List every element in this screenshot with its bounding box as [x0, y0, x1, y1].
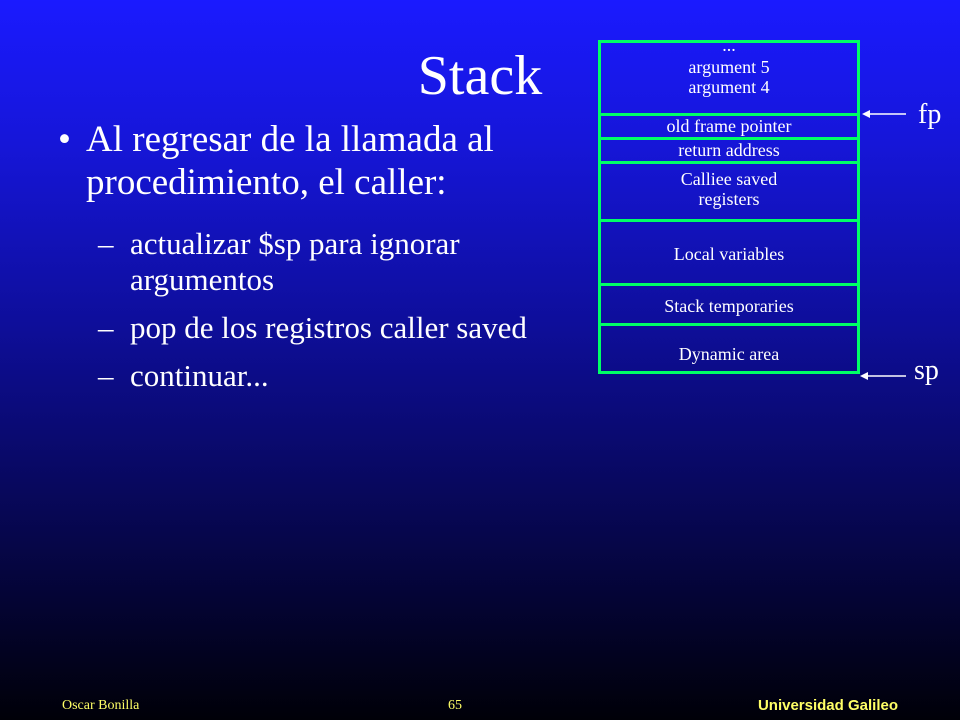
slot-line: Calliee saved [680, 169, 778, 189]
bullet-dot-icon: • [58, 119, 71, 160]
stack-slot-dynamic-area [601, 323, 857, 374]
slide-title: Stack [417, 45, 543, 107]
bullet-item [58, 118, 578, 204]
stack-slot-arguments [601, 35, 857, 107]
footer-institution: Universidad Galileo [757, 697, 898, 714]
footer-author: Oscar Bonilla [62, 698, 140, 713]
slot-line: argument 4 [688, 77, 770, 97]
slot-line: ... [722, 35, 736, 55]
dash-icon: – [98, 226, 114, 261]
sp-label: sp [914, 355, 939, 386]
subitem-text: actualizar $sp para ignorar argumentos [130, 226, 460, 297]
fp-label: fp [918, 99, 942, 130]
slot-line: registers [698, 189, 760, 209]
subitem-list [98, 226, 578, 394]
dash-icon: – [98, 310, 114, 345]
slot-line: Dynamic area [678, 344, 780, 364]
stack-slot-callee-saved [601, 161, 857, 219]
dash-icon: – [98, 358, 114, 393]
footer-page-number: 65 [448, 698, 462, 713]
fp-arrow-icon [860, 104, 910, 124]
slot-line: old frame pointer [666, 116, 792, 136]
subitem [98, 358, 578, 394]
stack-slot-old-frame-pointer [601, 113, 857, 137]
stack-slot-return-address [601, 137, 857, 161]
slot-line: return address [678, 140, 780, 160]
bullet-text: Al regresar de la llamada al procedimiento, el caller: [86, 119, 494, 203]
subitem [98, 310, 578, 346]
slot-line: Stack temporaries [664, 296, 794, 316]
subitem-text: continuar... [130, 358, 269, 393]
stack-slot-local-variables [601, 219, 857, 283]
slot-line: Local variables [673, 244, 785, 264]
stack-frame-diagram [598, 35, 860, 374]
stack-slot-temporaries [601, 283, 857, 323]
subitem-text: pop de los registros caller saved [130, 310, 527, 345]
subitem [98, 226, 578, 298]
sp-arrow-icon [858, 366, 910, 386]
slot-line: argument 5 [688, 57, 770, 77]
bullet-list [58, 118, 578, 406]
